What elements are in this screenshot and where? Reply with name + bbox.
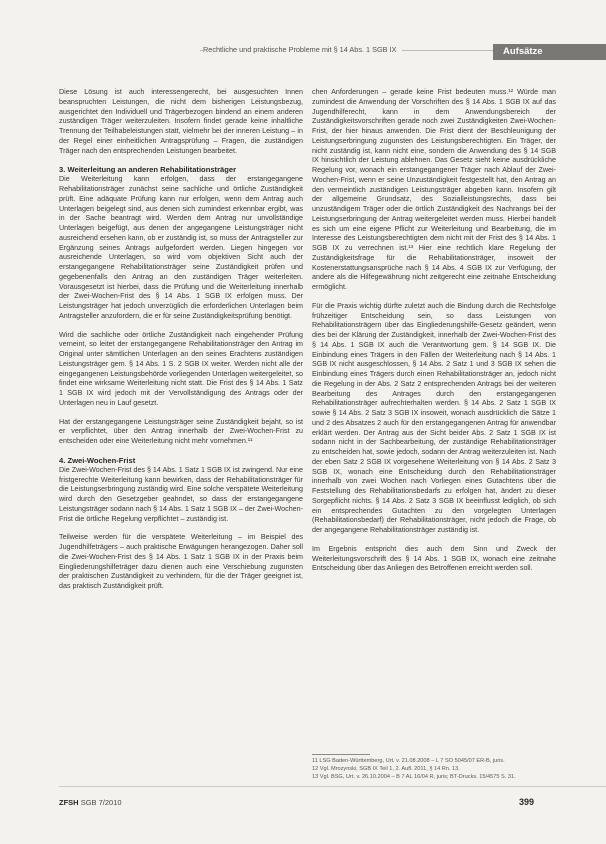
running-header — [0, 38, 606, 64]
paragraph: Teilweise werden für die verspätete Weiterleitung – im Beispiel des Jugendhilfeträgers – auch praktische Erwägungen herangezogen. Daher soll die Zwei-Wochen-Frist des § 14 Abs. 1 Satz 1 SGB IX in der Praxis beim Eingliederungshilfeträger dazu dienen auch eine Verschiebung zugunsten der praktischen Zuständigkeit zu verhindern, für die der Träger geeignet ist, das praktisch Zuständigkeit prüft. — [59, 533, 303, 590]
running-title: Rechtliche und praktische Probleme mit § 14 Abs. 1 SGB IX — [203, 45, 402, 54]
footnote: 12 Vgl. Mrozynski, SGB IX Teil 1, 2. Aufl. 2011, § 14 Rn. 13. — [312, 766, 460, 772]
footnote: 13 Vgl. BSG, Urt. v. 26.10.2004 – B 7 AL 16/04 R, juris; BT-Drucks. 15/4575 S. 31. — [312, 774, 516, 780]
footnote-rule — [312, 754, 370, 755]
paragraph: Die Zwei-Wochen-Frist des § 14 Abs. 1 Satz 1 SGB IX ist zwingend. Nur eine fristgerechte Weiterleitung kann bewirken, dass der Rehabilitationsträger für die Leistungserbringung zuständig wird. Eine solche verspätete Weiterleitung wird durch den Gesetzgeber geahndet, so dass der erstangegangene Leistungsträger sodann nach § 14 Abs. 1 Satz 1 SGB IX – der Zwei-Wochen-Frist die örtliche Regelung verpflichtet – zuständig ist. — [59, 465, 303, 523]
paragraph: chen Anforderungen – gerade keine Frist bedeuten muss.¹² Würde man zumindest die Anwendung der Vorschriften des § 14 Abs. 1 SGB IX auf das Jugendhilferecht, kann in dem Anwendungsbereich der Zuständigkeitsvorschriften gerade noch zwei Zuständigkeiten Zwei-Wochen-Frist, der hier hinaus anwenden. Die Frist dient der Beschleunigung der Leistungserbringung zugunsten des Leistungsberechtigten. Ein Träger, der nicht zuständig ist, kann nicht eine, sondern die Anwendung des § 14 SGB IX hinsichtlich der Leistung ablehnen. Das Gesetz sieht keine ausdrückliche Regelung vor, wonach ein erstangegangener Träger nach Ablauf der Zwei-Wochen-Frist, wenn er seine Unzuständigkeit festgestellt hat, den Antrag an den vermeintlich zuständigen Leistungsträger abgeben kann. Insofern gilt der allgemeine Grundsatz, des Sozialleistungsrechts, dass bei unzuständigem Träger oder die örtlich Zuständigkeit des Nachrangs bei der Leistungserbringung der Antrag weitergeleitet werden muss. Hierbei handelt es sich um eine eigene Pflicht zur Weiterleitung und Bearbeitung, die im Interesse des Leistungsberechtigten dem nicht mit der Frist des § 14 Abs. 1 SGB IX zu verrechnen ist.¹³ Hier eine rechtlich klare Regelung der Zuständigkeitsfrage für die Rehabilitationsträger, insoweit der Kostenerstattungsansprüche nach § 14 Abs. 4 SGB IX zur Verfügung, der andere als die Hilfegewährung nicht zeitgerecht eine zeitnahe Entscheidung ermöglicht. — [312, 88, 556, 291]
left-column — [59, 88, 303, 601]
journal-edition: SGB 7/2010 — [80, 798, 122, 807]
paragraph: Hat der erstangegangene Leistungsträger seine Zuständigkeit bejaht, so ist er verpflichtet, über den Antrag innerhalb der Zwei-Wochen-Frist zu entscheiden oder eine Weiterleitung nicht mehr vornehmen.¹¹ — [59, 417, 303, 445]
page-number: 399 — [519, 797, 535, 807]
footer-rule — [59, 786, 606, 787]
paragraph: Für die Praxis wichtig dürfte zuletzt auch die Bindung durch die Rechtsfolge frühzeitiger Entscheidung sein, so dass Leistungen von Rehabilitationsträgern über das Eingliederungshilfe-Gesetz geändert, wenn dies bei der Klärung der Zuständigkeit, innerhalb der Zwei-Wochen-Frist des § 14 Abs. 1 SGB IX auch die Verantwortung gem. § 14 SGB IX. Die Einbindung eines Trägers in den Fällen der Weiterleitung nach § 14 Abs. 1 SGB IX nicht ausgeschlossen, § 14 Abs. 2 Satz 1 und 3 SGB IX sehen die Einbindung eines Trägers durch einen Rehabilitationsträger an, jedoch nicht die Regelung in der Abs. 2 Satz 2 entsprechenden Antrags bei der weiteren Bearbeitung des Antrages durch den erstangegangenen Rehabilitationsträger aufrechterhalten werden. § 14 Abs. 2 Satz 1 SGB IX sowie § 14 Abs. 2 Satz 3 SGB IX insoweit, wonach ausdrücklich die Sätze 1 und 2 des Absatzes 2 auch für den erstangegangenen Antrag für anwendbar erklärt werden. Der Antrag aus der Sicht beider Abs. 2 Satz 1 SGB IX ist sodann nicht in der Sachbearbeitung, der zuständige Rehabilitationsträger zu entscheiden hat, sowie jedoch, sodann der Antrag weiterzuleiten ist. Nach der eben Satz 2 SGB IX vorgesehene Weiterleitung von § 14 Abs. 2 Satz 3 SGB IX, wonach eine Entscheidung durch den Rehabilitationsträger innerhalb von zwei Wochen nach Vorliegen eines Gutachtens über die Feststellung des Rehabilitationsbedarfs zu erfolgen hat, ändert zu dieser Sorgepflicht nichts. § 14 Abs. 2 Satz 3 SGB IX beeinflusst lediglich, ob sich ein entsprechendes Gutachten zu den vorgelegten Unterlagen (Rehabilitationsbedarf) der Rehabilitationsträger, nicht jedoch die Frage, ob der angegangene Rehabilitationsträger zuständig ist. — [312, 301, 556, 534]
right-column — [312, 88, 556, 583]
section-tab: Aufsätze — [493, 44, 606, 60]
section-heading: 3. Weiterleitung an anderen Rehabilitationsträger — [59, 165, 237, 175]
journal-footer — [59, 798, 122, 807]
paragraph: Im Ergebnis entspricht dies auch dem Sinn und Zweck der Weiterleitungsvorschrift des § 14 Abs. 1 SGB IX, wonach eine zeitnahe Entscheidung über das Anliegen des Betroffenen erreicht werden soll. — [312, 544, 556, 573]
paragraph: Diese Lösung ist auch interessengerecht, bei ausgesuchten Innen beanspruchten Leistungen, die nicht dem bisherigen Leistungsbezug, ausgerichtet den Individuell und Trägerbezogen bindend an einem anderen zuständigen Träger weiterzuleiten. Insofern findet gerade keine inhaltliche Trennung der Teilhabeleistungen statt, vielmehr bei der inneren Leistung – in der Regel einer einheitlichen Antragsprüfung – Fragen, die zuständigen Träger nach den entsprechenden Leistungen bearbeitet. — [59, 88, 303, 155]
paragraph: Wird die sachliche oder örtliche Zuständigkeit nach eingehender Prüfung verneint, so leitet der erstangegangene Rehabilitationsträger den Antrag im Original unter sämtlichen Unterlagen an den seines Erachtens zuständigen Leistungsträger gem. § 14 Abs. 1 S. 2 SGB IX weiter. Werden nicht alle der eingegangenen Leistungsbehörde vorliegenden Unterlagen weitergeleitet, so findet eine wirksame Weiterleitung nicht statt. Die Frist des § 14 Abs. 1 Satz 1 SGB IX wird jedoch mit der Vervollständigung des Antrags oder der Unterlagen neu in Lauf gesetzt. — [59, 330, 303, 407]
journal-name: ZFSH — [59, 798, 79, 807]
section-heading: 4. Zwei-Wochen-Frist — [59, 455, 136, 465]
paragraph: Die Weiterleitung kann erfolgen, dass der erstangegangene Rehabilitationsträger zunächst seine sachliche und örtliche Zuständigkeit prüft. Eine adäquate Prüfung kann nur erfolgen, wenn dem Antrag auch Unterlagen beigelegt sind, aus denen sich zumindest erkennbar ergibt, was in der Sache beantragt wird. Werden dem Antrag nur unvollständige Unterlagen beigefügt, aus denen der angegangene Leistungsträger nicht ausreichend ersehen kann, ob er zuständig ist, so muss der Antragsteller zur Ergänzung seines Antrags aufgefordert werden. Liegen hingegen vor ausreichende Unterlagen, so wird vom objektiven Sicht auch der erstangegangene Rehabilitationsträger seine Zuständigkeit prüfen und gegebenenfalls den Antrag an den zuständigen Träger weiterleiten. Vorausgesetzt ist hierbei, dass die Prüfung und die Weiterleitung innerhalb der Zwei-Wochen-Frist des § 14 Abs. 1 SGB IX erfolgen muss. Der Leistungsträger hat jedoch unverzüglich die erforderlichen Unterlagen beim Antragsteller anzufordern, die er für seine Zuständigkeitsprüfung benötigt. — [59, 175, 303, 320]
footnote: 11 LSG Baden-Württemberg, Urt. v. 21.08.2008 – L 7 SO 5045/07 ER-B, juris. — [312, 758, 505, 764]
